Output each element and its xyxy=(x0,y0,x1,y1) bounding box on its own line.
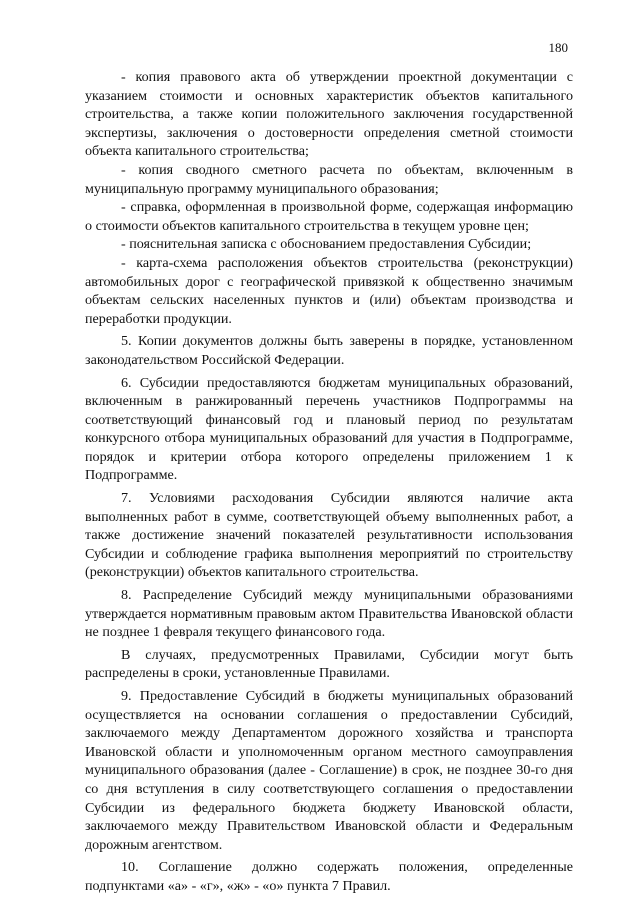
paragraph-item-5: 5. Копии документов должны быть заверены в порядке, установленном законодательством Российской Федерации. xyxy=(85,333,573,368)
paragraph-list-item-budget-calculation: - копия сводного сметного расчета по объектам, включенным в муниципальную программу муниципального образования; xyxy=(85,161,573,197)
page-number: 180 xyxy=(548,40,568,55)
paragraph-item-9: 9. Предоставление Субсидий в бюджеты муниципальных образований осуществляется на основании соглашения о предоставлении Субсидий, заключаемого между Департаментом дорожного хозяйства и транспорта Ивановской области и уполномоченным органом местного самоуправления муниципального образования (далее - Соглашение) в срок, не позднее 30-го дня со дня вступления в силу соответствующего соглашения о предоставлении Субсидии из федерального бюджета бюджету Ивановской области, заключаемого между Правительством Ивановской области и Федеральным дорожным агентством. xyxy=(85,688,573,853)
paragraph-item-6: 6. Субсидии предоставляются бюджетам муниципальных образований, включенным в ранжированный перечень участников Подпрограммы на соответствующий финансовый год и плановый период по результатам конкурсного отбора муниципальных образований для участия в Подпрограмме, порядок и критерии отбора которого определены приложением 1 к Подпрограмме. xyxy=(85,374,573,484)
paragraph-list-item-legal-act-copy: - копия правового акта об утверждении проектной документации с указанием стоимости и основных характеристик объектов капитального строительства, а также копии положительного заключения государственной экспертизы, заключения о достоверности определения сметной стоимости объекта капитального строительства; xyxy=(85,69,573,160)
paragraph-item-8: 8. Распределение Субсидий между муниципальными образованиями утверждается нормативным правовым актом Правительства Ивановской области не позднее 1 февраля текущего финансового года. xyxy=(85,587,573,641)
document-body xyxy=(85,68,573,896)
paragraph-list-item-map-scheme: - карта-схема расположения объектов строительства (реконструкции) автомобильных дорог с географической привязкой к общественно значимым объектам сельских населенных пунктов и (или) объектам производства и переработки продукции. xyxy=(85,254,573,327)
paragraph-item-7: 7. Условиями расходования Субсидии являются наличие акта выполненных работ в сумме, соответствующей объему выполненных работ, а также достижение значений показателей результативности использования Субсидии и соблюдение графика выполнения мероприятий по строительству (реконструкции) объектов капитального строительства. xyxy=(85,490,573,581)
paragraph-list-item-explanatory-note: - пояснительная записка с обоснованием предоставления Субсидии; xyxy=(121,236,532,253)
paragraph-list-item-cost-certificate: - справка, оформленная в произвольной форме, содержащая информацию о стоимости объектов капитального строительства в текущем уровне цен; xyxy=(85,199,573,234)
paragraph-item-8-continued: В случаях, предусмотренных Правилами, Субсидии могут быть распределены в сроки, установленные Правилами. xyxy=(85,646,573,682)
paragraph-item-10: 10. Соглашение должно содержать положения, определенные подпунктами «а» - «г», «ж» - «о» пункта 7 Правил. xyxy=(85,859,573,894)
